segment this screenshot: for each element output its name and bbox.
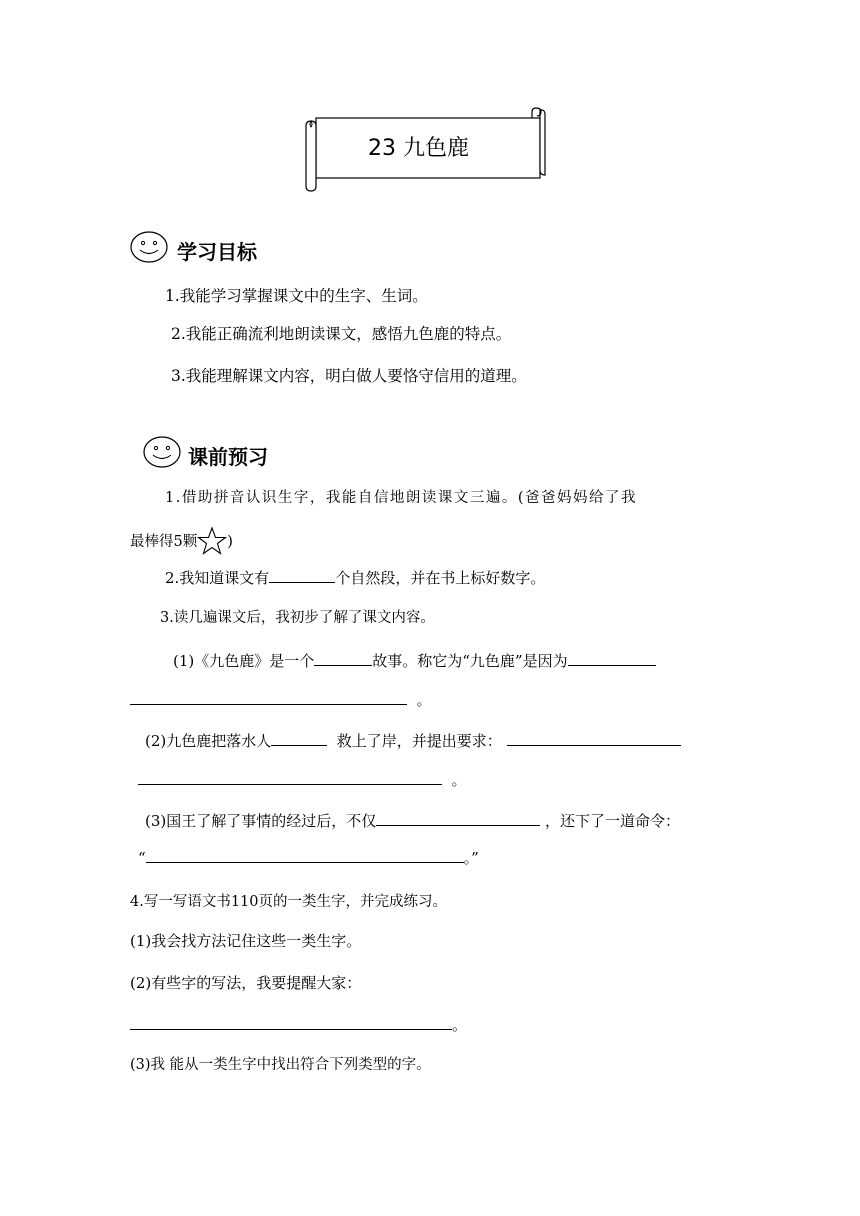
- answer-blank[interactable]: [269, 566, 335, 583]
- question-3: 3.读几遍课文后，我初步了解了课文内容。: [160, 610, 435, 626]
- smiley-icon: [143, 435, 183, 469]
- question-3-3-close: 。”: [463, 849, 479, 867]
- question-4-2-end: 。: [452, 1016, 468, 1034]
- answer-blank[interactable]: [376, 809, 540, 826]
- question-4-2-line: [130, 1013, 467, 1035]
- question-4-3: (3)我 能从一类生字中找出符合下列类型的字。: [130, 1057, 431, 1073]
- question-3-1-end: 。: [416, 691, 432, 709]
- title-scroll-banner: [0, 0, 860, 200]
- question-1-line-2: [130, 527, 233, 555]
- answer-blank[interactable]: [568, 649, 656, 666]
- question-3-3-line-2: [138, 846, 479, 868]
- question-1-close: ): [227, 534, 233, 550]
- question-3-2: [145, 729, 681, 751]
- question-3-2-end: 。: [451, 771, 467, 789]
- question-3-3: [145, 809, 680, 831]
- question-3-1-text-a: (1)《九色鹿》是一个: [173, 652, 315, 670]
- answer-blank[interactable]: [130, 688, 407, 705]
- question-3-2-text-b: 救上了岸，并提出要求：: [336, 732, 502, 750]
- question-4-2: (2)有些字的写法，我要提醒大家：: [130, 974, 362, 992]
- question-3-2-text-a: (2)九色鹿把落水人: [145, 732, 272, 750]
- question-3-3-text-b: ，还下了一道命令：: [545, 812, 681, 830]
- goal-item: 3.我能理解课文内容，明白做人要恪守信用的道理。: [171, 367, 527, 385]
- answer-blank[interactable]: [507, 729, 681, 746]
- goal-item: 2.我能正确流利地朗读课文，感悟九色鹿的特点。: [171, 325, 512, 343]
- page-title: 23 九色鹿: [368, 136, 469, 161]
- answer-blank[interactable]: [138, 768, 442, 785]
- question-4-1: (1)我会找方法记住这些一类生字。: [130, 932, 362, 950]
- smiley-icon: [130, 230, 170, 264]
- question-1-line-1: 1.借助拼音认识生字，我能自信地朗读课文三遍。(爸爸妈妈给了我: [165, 490, 637, 506]
- answer-blank[interactable]: [146, 846, 464, 863]
- question-3-3-open-quote: “: [138, 849, 146, 867]
- question-2-text-a: 2.我知道课文有: [165, 569, 270, 587]
- question-3-1-text-b: 故事。称它为“九色鹿”是因为: [372, 652, 568, 670]
- section-heading-goals: 学习目标: [177, 240, 257, 264]
- question-3-3-text-a: (3)国王了解了事情的经过后，不仅: [145, 812, 377, 830]
- answer-blank[interactable]: [130, 1013, 452, 1030]
- answer-blank[interactable]: [314, 649, 372, 666]
- question-4: 4.写一写语文书110页的一类生字，并完成练习。: [130, 894, 448, 910]
- question-3-1: [173, 649, 656, 671]
- question-2-text-b: 个自然段，并在书上标好数字。: [335, 569, 546, 587]
- question-3-2-line-2: [138, 768, 467, 790]
- section-heading-preview: 课前预习: [188, 445, 268, 469]
- goal-item: 1.我能学习掌握课文中的生字、生词。: [165, 287, 428, 305]
- question-1-text: 最棒得5颗: [130, 534, 198, 550]
- star-icon: [197, 527, 227, 555]
- answer-blank[interactable]: [271, 729, 327, 746]
- question-3-1-line-2: [130, 688, 432, 710]
- question-2: [165, 566, 545, 588]
